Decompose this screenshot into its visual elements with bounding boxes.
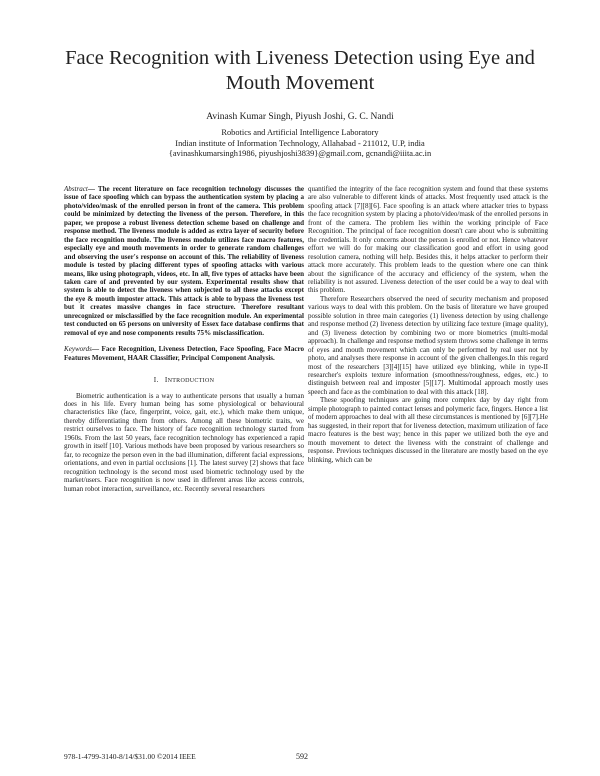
abstract <box>64 185 304 337</box>
section-heading-introduction <box>64 376 304 385</box>
page-number: 592 <box>296 752 308 761</box>
body-paragraph: Therefore Researchers observed the need of security mechanism and proposed various ways to deal with this problem. On the basis of literature we have grouped possible solution in three main categories (1) liveness detection by using challenge and response method (2) liveness detection by utilizing face texture (image quality), and (3) liveness detection by combining two or more biometrics (multi-modal approach). In challenge and response method system throws some challenge in terms of eyes and mouth movement which can only be performed by real user not by photo, and analyses there response in account of the given challenges.In this regard most of the researchers [3][4][15] have utilized eye blinking, while in type-II researcher's exploits texture information (smoothness/roughness, edges, etc.) to distinguish between real and imposter [5][17]. Multimodal approach mostly uses speech and face as the combination to deal with this attack [18]. <box>308 294 548 396</box>
abstract-label: Abstract <box>64 185 88 193</box>
left-column <box>64 185 304 493</box>
paper-title: Face Recognition with Liveness Detection using Eye and Mouth Movement <box>65 47 535 94</box>
affiliation-lab: Robotics and Artificial Intelligence Laboratory <box>221 128 379 137</box>
affiliation-block <box>40 128 560 160</box>
author-emails: {avinashkumarsingh1986, piyushjoshi3839}@gmail.com, gcnandi@iiita.ac.in <box>168 149 432 159</box>
section-number: I. <box>153 376 159 385</box>
keywords-text: — Face Recognition, Liveness Detection, Face Spoofing, Face Macro Features Movement, HAAR Classifier, Principal Component Analysis. <box>64 345 304 362</box>
keywords-label: Keywords <box>64 345 92 354</box>
section-title-initial: I <box>164 376 168 385</box>
body-paragraph: Biometric authentication is a way to authenticate persons that usually a human does in his life. Every human being has some physiological or behavioural characteristics like (face, fingerprint, voice, gait, etc.), which make them unique, thereby differentiating them from others. Among all these biometric traits, we restrict ourselves to face. The history of face recognition technology started from 1960s. From the last 50 years, face recognition technology has experienced a rapid growth in itself [10]. Various methods have been proposed by various researchers so far, to recognize the person even in the bad illumination, different facial expressions, orientations, and even in partial occlusions [1]. The latest survey [2] shows that face recognition technology is the second most used biometric technology used by the market/users. Face recognition is now used in different areas like access controls, human robot interaction, surveillance, etc. Recently several researchers <box>64 391 304 493</box>
keywords <box>64 345 304 362</box>
affiliation-institute: Indian institute of Information Technology, Allahabad - 211012, U.P, india <box>175 138 425 148</box>
footer-copyright: 978-1-4799-3140-8/14/$31.00 ©2014 IEEE <box>64 752 196 761</box>
body-paragraph: These spoofing techniques are going more complex day by day right from simple photograph to painted contact lenses and polymeric face, fingers. Hence a list of modern approaches to deal with all these circumstances is mentioned by [6][7].He has suggested, in their report that for liveness detection, maximum utilization of face macro features is the best way; hence in this paper we utilized both the eye and mouth movement to detect the liveness with the constraint of challenge and response. Previous techniques discussed in the literature are mostly based on the eye blinking, which can be <box>308 396 548 464</box>
author-list: Avinash Kumar Singh, Piyush Joshi, G. C. Nandi <box>206 112 394 122</box>
abstract-text: — The recent literature on face recognition technology discusses the issue of face spoofing which can bypass the authentication system by placing a photo/video/mask of the enrolled person in front of the camera. This problem could be minimized by detecting the liveness of the person. Therefore, in this paper, we propose a robust liveness detection scheme based on challenge and response method. The liveness module is added as extra layer of security before the face recognition module. The liveness module utilizes face macro features, especially eye and mouth movements in order to generate random challenges and observing the user's response on account of this. The reliability of liveness module is tested by placing different types of spoofing attacks with various means, like using photograph, videos, etc. In all, five types of attacks have been taken care of and prevented by our system. Experimental results show that system is able to detect the liveness when subjected to all these attacks except the eye & mouth imposter attack. This attack is able to bypass the liveness test but it creates massive changes in face structure. Therefore resultant unrecognized or misclassified by the face recognition module. An experimental test conducted on 65 persons on university of Essex face database confirms that removal of eye and nose components results 75% misclassification. <box>64 185 304 337</box>
body-paragraph: quantified the integrity of the face recognition system and found that these systems are also vulnerable to different kinds of attacks. Most frequently used attack is the spoofing attack [7][8][6]. Face spoofing is an attack where attacker tries to bypass the face recognition system by placing a photo/video/mask of the enrolled persons in front of the camera. The problem lies within the working principle of Face Recognition. The principal of face recognition doesn't care about who is submitting the credentials. It only concerns about the person is enrolled or not. Hence whatever effort we will do for making our classification good and effort in using good resolution camera, nothing will help. Besides this, it helps attacker to perform their attack more accurately. This problem leads to the question where one can think about the significance of the accuracy and efficiency of the system, when the reliability is not assured. Liveness detection of the user could be a way to deal with this problem. <box>308 185 548 295</box>
section-title-rest: NTRODUCTION <box>167 378 215 385</box>
right-column <box>308 185 548 464</box>
